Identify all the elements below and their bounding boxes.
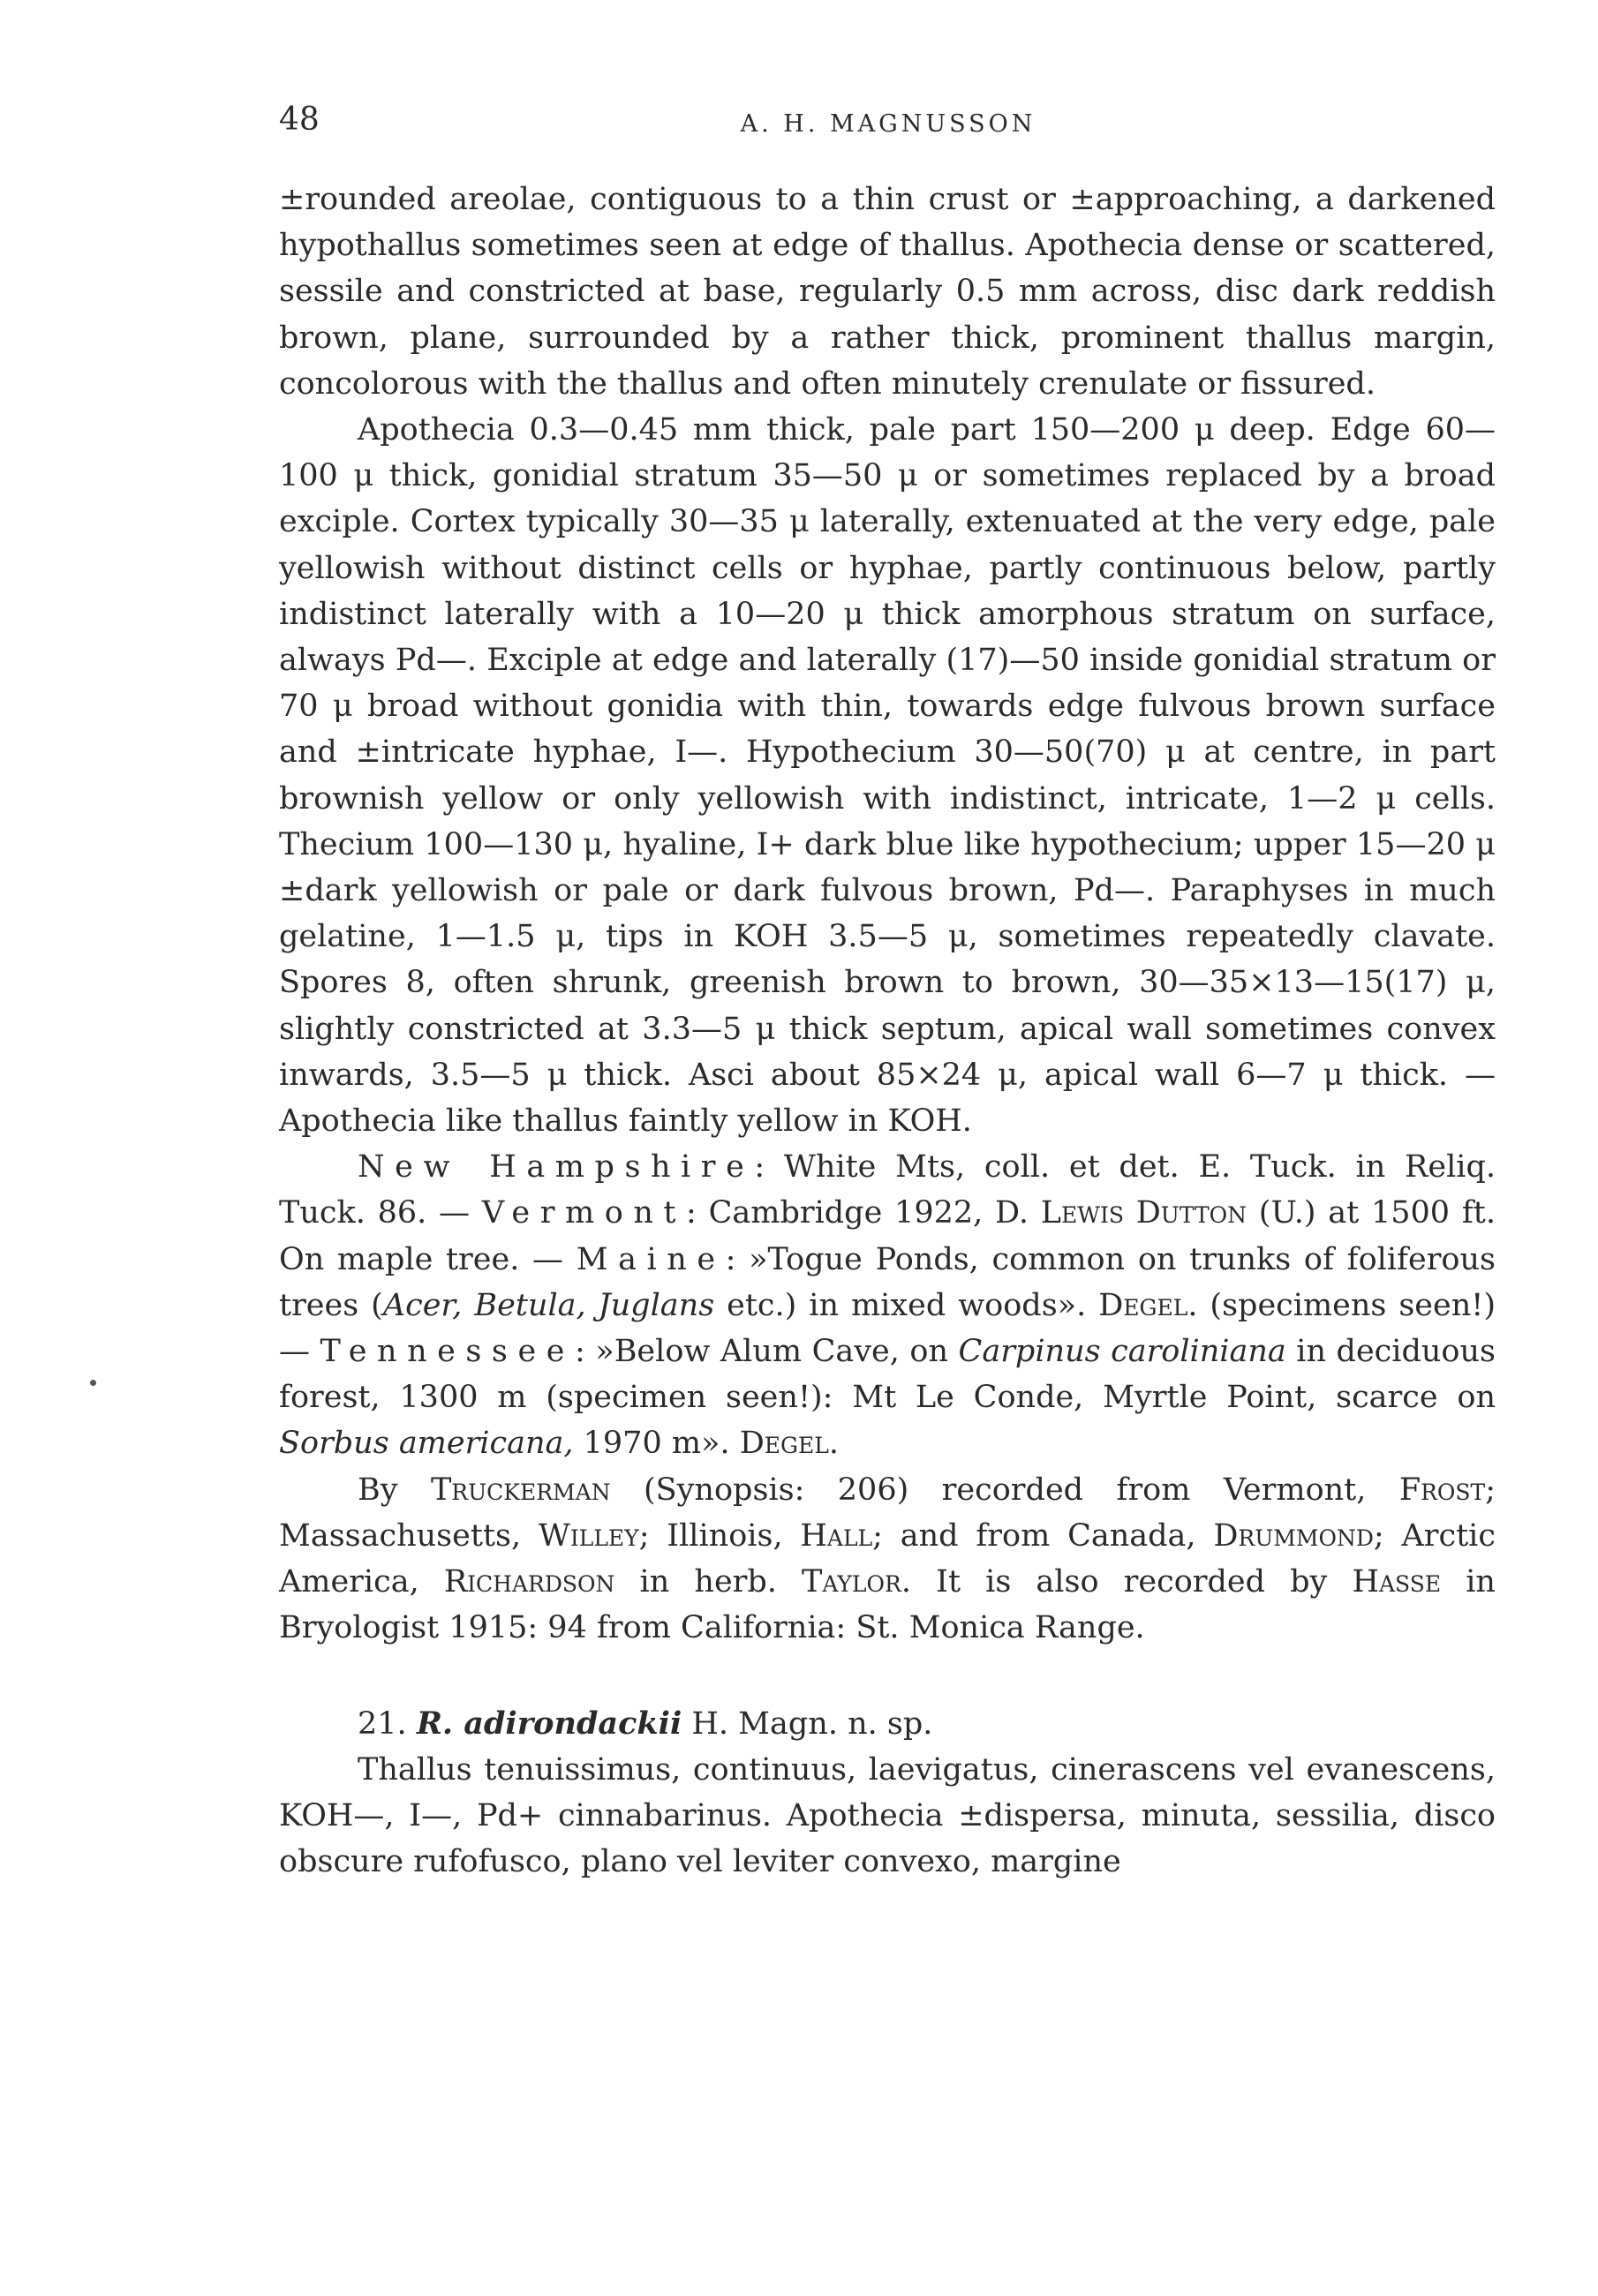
paragraph-records — [279, 1467, 1496, 1652]
locality-text: in deciduous forest, 1300 m (specimen seen!): Mt Le Conde, Myrtle Point, scarce on — [279, 1334, 1496, 1416]
species-number: 21. — [358, 1705, 407, 1742]
locality-text: (specimens seen!) — — [279, 1287, 1496, 1370]
locality-text: : White Mts, coll. et det. E. Tuck. in Reliq. Tuck. 86. — — [279, 1149, 1496, 1231]
collector-name: Frost — [1398, 1472, 1486, 1508]
records-text: . It is also recorded by — [901, 1564, 1353, 1600]
locality-text: 1970 m». — [573, 1426, 740, 1462]
taxon-names: Carpinus caroliniana — [958, 1334, 1286, 1370]
collector-name: Hall — [800, 1517, 873, 1554]
collector-name: Truckerman — [430, 1472, 611, 1508]
taxon-names: Sorbus americana, — [279, 1426, 574, 1462]
paragraph-thallus-description: ±rounded areolae, contiguous to a thin crust or ±approaching, a darkened hypothallus sometimes seen at edge of thallus. Apothecia dense or scattered, sessile and constricted at base, regularly 0.5 mm across, disc dark reddish brown, plane, surrounded by a rather thick, prominent thallus margin, concolorous with the thallus and often minutely crenulate or fissured. — [279, 182, 1496, 402]
page-header — [279, 102, 1497, 146]
locality-text: : Cambridge 1922, D. — [686, 1195, 1041, 1231]
collector-name: Degel. — [1098, 1287, 1198, 1323]
collector-name: Willey — [538, 1517, 639, 1554]
stray-ink-dot — [90, 1380, 96, 1386]
records-text: in Bryologist 1915: 94 from California: St. Monica Range. — [279, 1564, 1496, 1646]
species-name: R. adirondackii — [416, 1705, 682, 1742]
records-text: in herb. — [614, 1564, 803, 1600]
locality-text: : »Togue Ponds, common on trunks of foliferous trees ( — [279, 1241, 1496, 1323]
records-text: ; Arctic America, — [279, 1517, 1496, 1600]
species-author: H. Magn. n. sp. — [682, 1705, 933, 1742]
collector-name: Hasse — [1352, 1564, 1442, 1600]
collector-name: Degel. — [739, 1426, 839, 1462]
records-text: (Synopsis: 206) recorded from Vermont, — [610, 1472, 1399, 1508]
locality-new-hampshire: New Hampshire — [358, 1149, 755, 1186]
paragraph-localities — [279, 1144, 1496, 1466]
locality-maine: Maine — [576, 1241, 726, 1277]
collector-name: Lewis Dutton — [1040, 1195, 1247, 1231]
records-text: ; Illinois, — [638, 1517, 801, 1554]
locality-text: etc.) in mixed woods». — [714, 1287, 1099, 1323]
locality-text: (U.) at 1500 ft. On maple tree. — — [279, 1195, 1496, 1277]
records-text: ; Massachusetts, — [279, 1472, 1496, 1554]
page-number: 48 — [279, 102, 320, 138]
species-heading — [279, 1701, 1496, 1747]
taxon-names: Acer, Betula, Juglans — [382, 1287, 715, 1323]
collector-name: Richardson — [443, 1564, 615, 1600]
body-text — [279, 177, 1496, 1885]
locality-text: : »Below Alum Cave, on — [574, 1334, 959, 1370]
paragraph-latin-diagnosis: Thallus tenuissimus, continuus, laevigatus, cinerascens vel evanescens, KOH—, I—, Pd+ cinnabarinus. Apothecia ±dispersa, minuta, sessilia, disco obscure rufofusco, plano vel leviter convexo, margine — [279, 1751, 1496, 1880]
records-text: ; and from Canada, — [872, 1517, 1214, 1554]
records-text: By — [358, 1472, 431, 1508]
running-head: A. H. MAGNUSSON — [740, 110, 1036, 138]
paragraph-apothecia-anatomy: Apothecia 0.3—0.45 mm thick, pale part 150—200 μ deep. Edge 60—100 μ thick, gonidial stratum 35—50 μ or sometimes replaced by a broad exciple. Cortex typically 30—35 μ laterally, extenuated at the very edge, pale yellowish without distinct cells or hyphae, partly continuous below, partly indistinct laterally with a 10—20 μ thick amorphous stratum on surface, always Pd—. Exciple at edge and laterally (17)—50 inside gonidial stratum or 70 μ broad without gonidia with thin, towards edge fulvous brown surface and ±intricate hyphae, I—. Hypothecium 30—50(70) μ at centre, in part brownish yellow or only yellowish with indistinct, intricate, 1—2 μ cells. Thecium 100—130 μ, hyaline, I+ dark blue like hypothecium; upper 15—20 μ ±dark yellowish or pale or dark fulvous brown, Pd—. Paraphyses in much gelatine, 1—1.5 μ, tips in KOH 3.5—5 μ, sometimes repeatedly clavate. Spores 8, often shrunk, greenish brown to brown, 30—35×13—15(17) μ, slightly constricted at 3.3—5 μ thick septum, apical wall sometimes convex inwards, 3.5—5 μ thick. Asci about 85×24 μ, apical wall 6—7 μ thick. — Apothecia like thallus faintly yellow in KOH. — [279, 412, 1496, 1140]
locality-tennessee: Tennessee — [320, 1334, 575, 1370]
collector-name: Taylor — [802, 1564, 901, 1600]
locality-vermont: Vermont — [481, 1195, 687, 1231]
collector-name: Drummond — [1213, 1517, 1374, 1554]
